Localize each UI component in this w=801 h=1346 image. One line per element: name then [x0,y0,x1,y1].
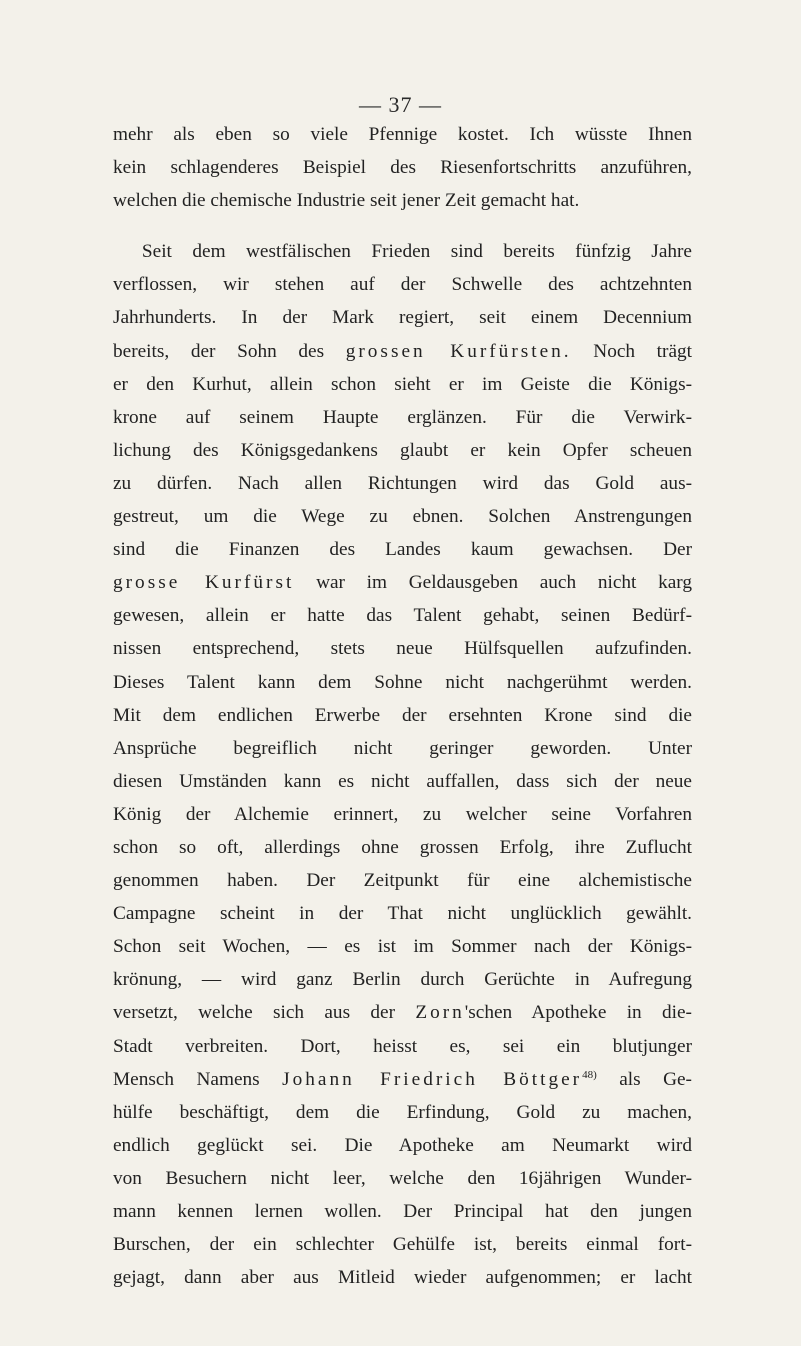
text-line: Burschen, der ein schlechter Gehülfe ist, bereits einmal fort- [113,1234,692,1256]
spaced-emphasis: Zorn [415,1002,465,1024]
text-line: genommen haben. Der Zeitpunkt für eine alchemistische [113,870,692,892]
text-line: Mit dem endlichen Erwerbe der ersehnten Krone sind die [113,704,692,726]
text-line: Stadt verbreiten. Dort, heisst es, sei ein blutjunger [113,1035,692,1057]
text-line: diesen Umständen kann es nicht auffallen, dass sich der neue [113,770,692,792]
text-line: gestreut, um die Wege zu ebnen. Solchen Anstrengungen [113,506,692,528]
footnote-marker: 48) [582,1068,597,1081]
text-line: Dieses Talent kann dem Sohne nicht nachgerühmt werden. [113,671,692,693]
text-line: Jahrhunderts. In der Mark regiert, seit einem Decennium [113,307,692,329]
text-line: lichung des Königsgedankens glaubt er kein Opfer scheuen [113,439,692,461]
text-line: schon so oft, allerdings ohne grossen Erfolg, ihre Zuflucht [113,836,692,858]
page-number: — 37 — [359,92,442,117]
spaced-emphasis: grossen Kurfürsten. [345,340,572,362]
text-line: krönung, — wird ganz Berlin durch Gerüchte in Aufregung [113,969,692,991]
text-line: bereits, der Sohn des grossen Kurfürsten. Noch trägt [113,340,692,362]
text-line: er den Kurhut, allein schon sieht er im Geiste die Königs- [113,373,692,395]
text-line: Schon seit Wochen, — es ist im Sommer nach der Königs- [113,936,692,958]
text-line: Mensch Namens Johann Friedrich Böttger$^{48)}$ als Ge- [113,1068,692,1090]
text-line: zu dürfen. Nach allen Richtungen wird das Gold aus- [113,472,692,494]
text-line: mann kennen lernen wollen. Der Principal hat den jungen [113,1201,692,1222]
text-line: versetzt, welche sich aus der Zorn'schen Apotheke in die- [113,1002,692,1024]
text-line: krone auf seinem Haupte erglänzen. Für die Verwirk- [113,406,692,428]
text-line: verflossen, wir stehen auf der Schwelle des achtzehnten [113,274,692,296]
text-line: grosse Kurfürst war im Geldausgeben auch nicht karg [113,572,692,594]
text-line: hülfe beschäftigt, dem die Erfindung, Gold zu machen, [113,1101,692,1123]
text-line: mehr als eben so viele Pfennige kostet. Ich wüsste Ihnen [113,124,692,145]
text-line: endlich geglückt sei. Die Apotheke am Neumarkt wird [113,1134,692,1156]
text-line: nissen entsprechend, stets neue Hülfsquellen aufzufinden. [113,638,692,660]
text-line: Ansprüche begreiflich nicht geringer geworden. Unter [113,737,692,759]
text-line: welchen die chemische Industrie seit jener Zeit gemacht hat. [113,190,580,212]
text-line: sind die Finanzen des Landes kaum gewachsen. Der [113,539,692,561]
paragraph-gap [113,217,692,235]
body-text [113,118,692,1294]
spaced-emphasis: Johann Friedrich Böttger [282,1068,583,1090]
text-line: gewesen, allein er hatte das Talent gehabt, seinen Bedürf- [113,605,692,627]
spaced-emphasis: grosse Kurfürst [113,572,295,594]
text-line: gejagt, dann aber aus Mitleid wieder aufgenommen; er lacht [113,1267,692,1289]
text-line: König der Alchemie erinnert, zu welcher seine Vorfahren [113,803,692,825]
text-line: Seit dem westfälischen Frieden sind bereits fünfzig Jahre [141,241,692,263]
text-line: von Besuchern nicht leer, welche den 16jährigen Wunder- [113,1167,692,1189]
text-line: kein schlagenderes Beispiel des Riesenfortschritts anzuführen, [113,157,692,179]
text-line: Campagne scheint in der That nicht unglücklich gewählt. [113,903,692,925]
